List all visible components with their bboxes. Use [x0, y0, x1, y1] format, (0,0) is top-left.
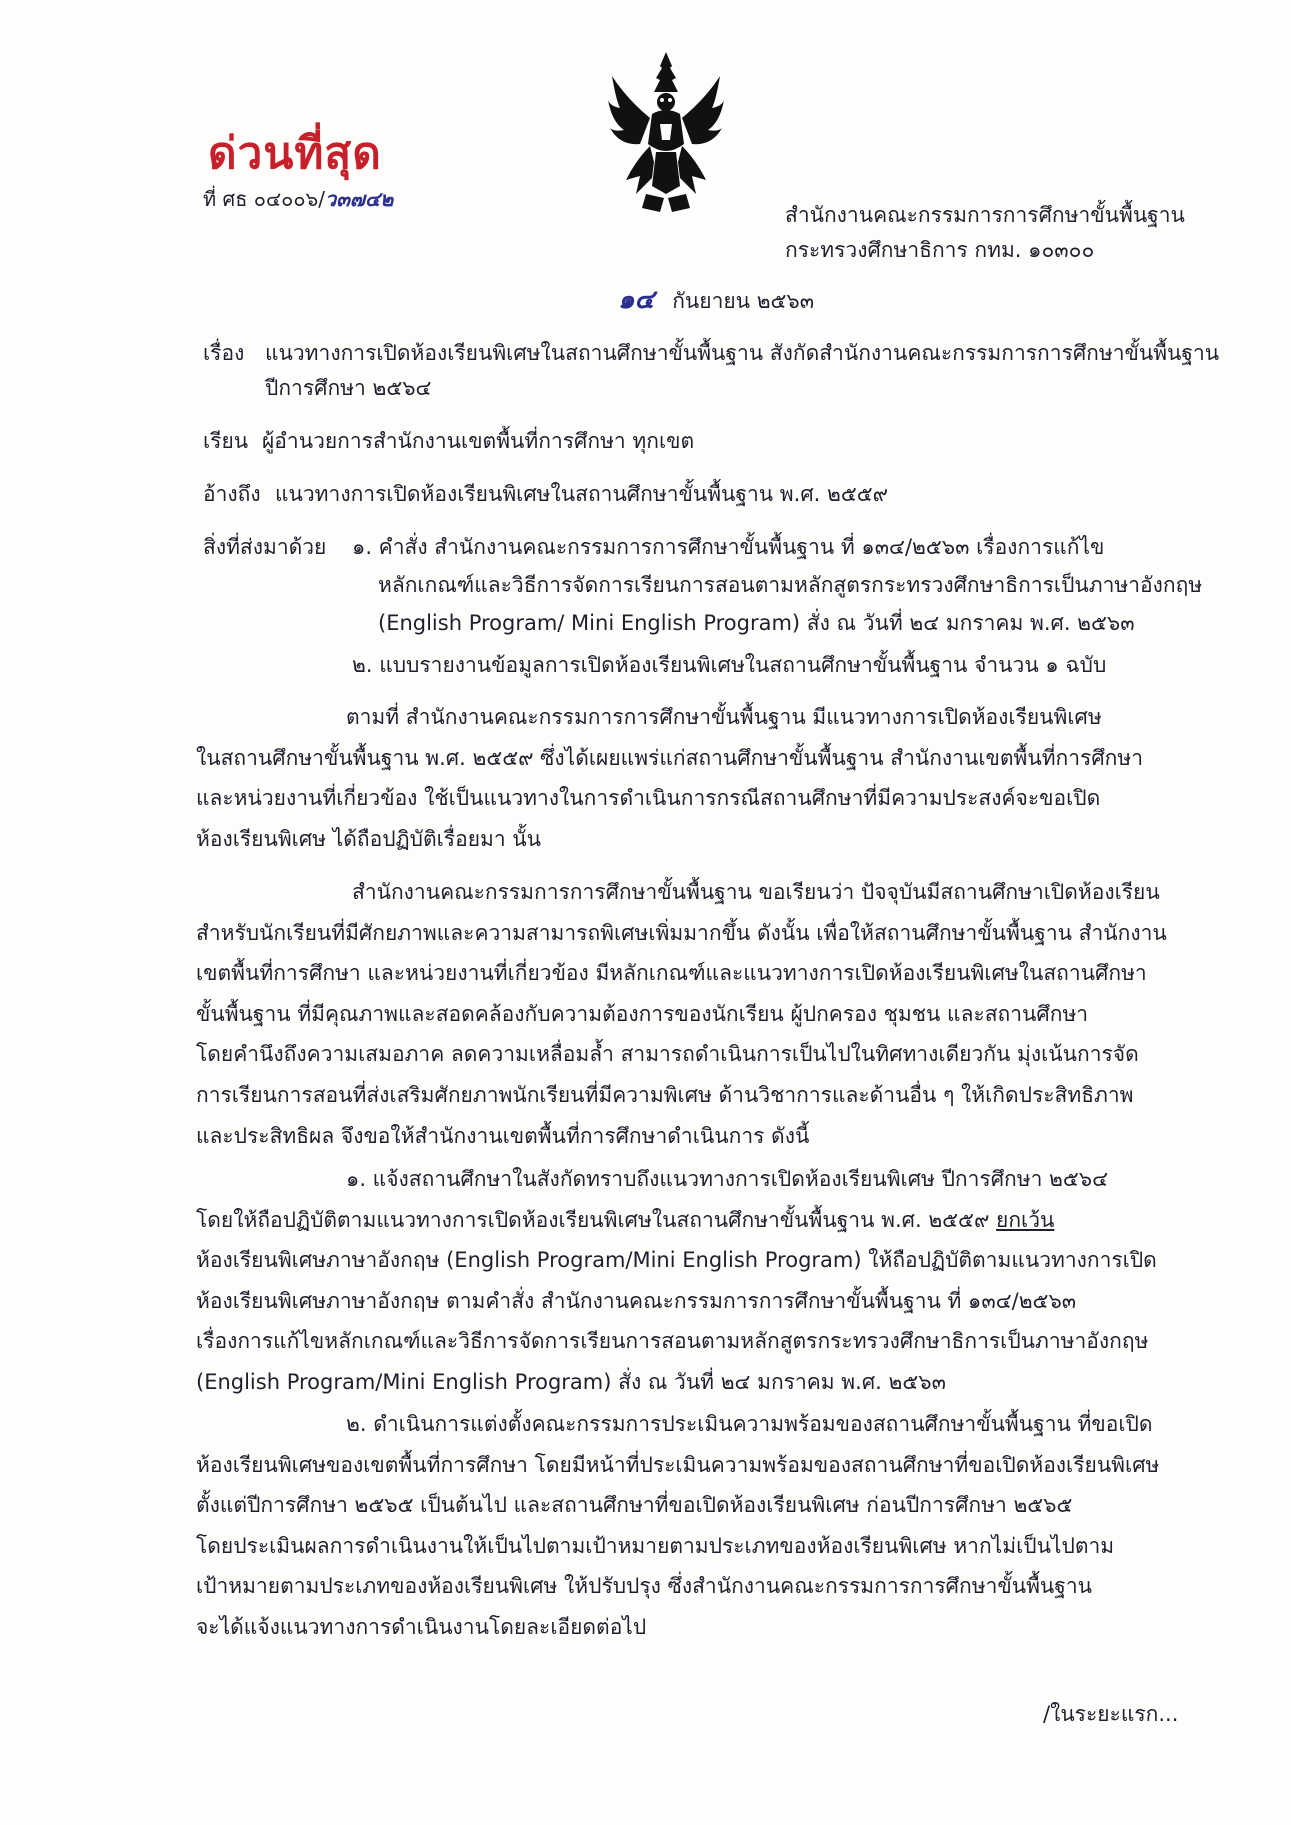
- paragraph-line: ห้องเรียนพิเศษ ได้ถือปฏิบัติเรื่อยมา นั้น: [196, 826, 542, 851]
- body-paragraph-3: [196, 1159, 1196, 1403]
- attachment-item-1-line-3: (English Program/ Mini English Program) สั่ง ณ วันที่ ๒๔ มกราคม พ.ศ. ๒๕๖๓: [378, 611, 1135, 635]
- document-number-prefix: ที่ ศธ ๐๔๐๐๖/: [203, 187, 325, 211]
- paragraph-line: ในสถานศึกษาขั้นพื้นฐาน พ.ศ. ๒๕๕๙ ซึ่งได้เผยแพร่แก่สถานศึกษาขั้นพื้นฐาน สำนักงานเขตพื้นที่การศึกษา: [196, 745, 1144, 770]
- reference-text: แนวทางการเปิดห้องเรียนพิเศษในสถานศึกษาขั้นพื้นฐาน พ.ศ. ๒๕๕๙: [275, 482, 889, 506]
- paragraph-line: และหน่วยงานที่เกี่ยวข้อง ใช้เป็นแนวทางในการดำเนินการกรณีสถานศึกษาที่มีความประสงค์จะขอเปิด: [196, 786, 1101, 811]
- urgency-stamp: ด่วนที่สุด: [208, 128, 382, 179]
- paragraph-line: และประสิทธิผล จึงขอให้สำนักงานเขตพื้นที่การศึกษาดำเนินการ ดังนี้: [196, 1123, 810, 1148]
- paragraph-line: การเรียนการสอนที่ส่งเสริมศักยภาพนักเรียนที่มีความพิเศษ ด้านวิชาการและด้านอื่น ๆ ให้เกิดประสิทธิภาพ: [196, 1082, 1134, 1107]
- paragraph-line: เขตพื้นที่การศึกษา และหน่วยงานที่เกี่ยวข้อง มีหลักเกณฑ์และแนวทางการเปิดห้องเรียนพิเศษในสถานศึกษา: [196, 961, 1147, 986]
- paragraph-text: โดยให้ถือปฏิบัติตามแนวทางการเปิดห้องเรียนพิเศษในสถานศึกษาขั้นพื้นฐาน พ.ศ. ๒๕๕๙: [196, 1207, 997, 1232]
- body-paragraph-4: [196, 1404, 1196, 1648]
- recipient-text: ผู้อำนวยการสำนักงานเขตพื้นที่การศึกษา ทุกเขต: [262, 429, 695, 453]
- paragraph-line: ๒. ดำเนินการแต่งตั้งคณะกรรมการประเมินความพร้อมของสถานศึกษาขั้นพื้นฐาน ที่ขอเปิด: [346, 1412, 1153, 1436]
- body-paragraph-1: [196, 697, 1196, 859]
- paragraph-line: (English Program/Mini English Program) สั่ง ณ วันที่ ๒๔ มกราคม พ.ศ. ๒๕๖๓: [196, 1369, 946, 1394]
- document-number-handwritten: ว๓๗๔๒: [325, 187, 394, 211]
- paragraph-line: จะได้แจ้งแนวทางการดำเนินงานโดยละเอียดต่อไป: [196, 1614, 647, 1639]
- paragraph-line: โดยประเมินผลการดำเนินงานให้เป็นไปตามเป้าหมายตามประเภทของห้องเรียนพิเศษ หากไม่เป็นไปตาม: [196, 1533, 1115, 1558]
- paragraph-line: สำหรับนักเรียนที่มีศักยภาพและความสามารถพิเศษเพิ่มมากขึ้น ดังนั้น เพื่อให้สถานศึกษาขั้นพื้นฐาน สำนักงาน: [196, 920, 1167, 945]
- paragraph-line: เรื่องการแก้ไขหลักเกณฑ์และวิธีการจัดการเรียนการสอนตามหลักสูตรกระทรวงศึกษาธิการเป็นภาษาอังกฤษ: [196, 1329, 1149, 1354]
- office-address: กระทรวงศึกษาธิการ กทม. ๑๐๓๐๐: [785, 238, 1095, 262]
- paragraph-line: โดยคำนึงถึงความเสมอภาค ลดความเหลื่อมล้ำ สามารถดำเนินการเป็นไปในทิศทางเดียวกัน มุ่งเน้นการจัด: [196, 1042, 1139, 1067]
- paragraph-line: ห้องเรียนพิเศษของเขตพื้นที่การศึกษา โดยมีหน้าที่ประเมินความพร้อมของสถานศึกษาที่ขอเปิดห้องเรียนพิเศษ: [196, 1452, 1160, 1477]
- underlined-exception-text: ยกเว้น: [996, 1207, 1055, 1232]
- attachments-label: สิ่งที่ส่งมาด้วย: [203, 535, 327, 559]
- attachment-item-2: ๒. แบบรายงานข้อมูลการเปิดห้องเรียนพิเศษในสถานศึกษาขั้นพื้นฐาน จำนวน ๑ ฉบับ: [352, 653, 1107, 677]
- reference-label: อ้างถึง: [203, 482, 261, 506]
- subject-label: เรื่อง: [203, 341, 245, 365]
- paragraph-line: ตามที่ สำนักงานคณะกรรมการการศึกษาขั้นพื้นฐาน มีแนวทางการเปิดห้องเรียนพิเศษ: [346, 705, 1102, 729]
- paragraph-line: ขั้นพื้นฐาน ที่มีคุณภาพและสอดคล้องกับความต้องการของนักเรียน ผู้ปกครอง ชุมชน และสถานศึกษา: [196, 1001, 1089, 1026]
- document-number: [203, 183, 393, 215]
- document-date: [618, 280, 814, 321]
- paragraph-line: [196, 1200, 1196, 1241]
- attachment-item-1-line-1: ๑. คำสั่ง สำนักงานคณะกรรมการการศึกษาขั้นพื้นฐาน ที่ ๑๓๔/๒๕๖๓ เรื่องการแก้ไข: [352, 535, 1105, 559]
- garuda-emblem-icon: [606, 48, 726, 216]
- date-month-year: กันยายน ๒๕๖๓: [672, 289, 815, 313]
- attachment-item-1-line-2: หลักเกณฑ์และวิธีการจัดการเรียนการสอนตามหลักสูตรกระทรวงศึกษาธิการเป็นภาษาอังกฤษ: [378, 573, 1203, 597]
- subject-line-1: แนวทางการเปิดห้องเรียนพิเศษในสถานศึกษาขั้นพื้นฐาน สังกัดสำนักงานคณะกรรมการการศึกษาขั้นพื้นฐาน: [265, 341, 1220, 365]
- paragraph-line: ตั้งแต่ปีการศึกษา ๒๕๖๕ เป็นต้นไป และสถานศึกษาที่ขอเปิดห้องเรียนพิเศษ ก่อนปีการศึกษา ๒๕๖๕: [196, 1493, 1073, 1518]
- paragraph-line: ห้องเรียนพิเศษภาษาอังกฤษ (English Program/Mini English Program) ให้ถือปฏิบัติตามแนวทางการเปิด: [196, 1248, 1157, 1273]
- continuation-note: /ในระยะแรก...: [1043, 1702, 1179, 1726]
- paragraph-line: เป้าหมายตามประเภทของห้องเรียนพิเศษ ให้ปรับปรุง ซึ่งสำนักงานคณะกรรมการการศึกษาขั้นพื้นฐาน: [196, 1574, 1093, 1599]
- date-day-handwritten: ๑๔: [618, 285, 655, 315]
- subject-line-2: ปีการศึกษา ๒๕๖๔: [265, 376, 432, 400]
- recipient-label: เรียน: [203, 429, 249, 453]
- paragraph-line: ห้องเรียนพิเศษภาษาอังกฤษ ตามคำสั่ง สำนักงานคณะกรรมการการศึกษาขั้นพื้นฐาน ที่ ๑๓๔/๒๕๖๓: [196, 1288, 1077, 1313]
- office-name: สำนักงานคณะกรรมการการศึกษาขั้นพื้นฐาน: [785, 203, 1185, 227]
- paragraph-line: สำนักงานคณะกรรมการการศึกษาขั้นพื้นฐาน ขอเรียนว่า ปัจจุบันมีสถานศึกษาเปิดห้องเรียน: [352, 880, 1160, 904]
- body-paragraph-2: [196, 872, 1196, 1156]
- paragraph-line: ๑. แจ้งสถานศึกษาในสังกัดทราบถึงแนวทางการเปิดห้องเรียนพิเศษ ปีการศึกษา ๒๕๖๔: [346, 1167, 1109, 1191]
